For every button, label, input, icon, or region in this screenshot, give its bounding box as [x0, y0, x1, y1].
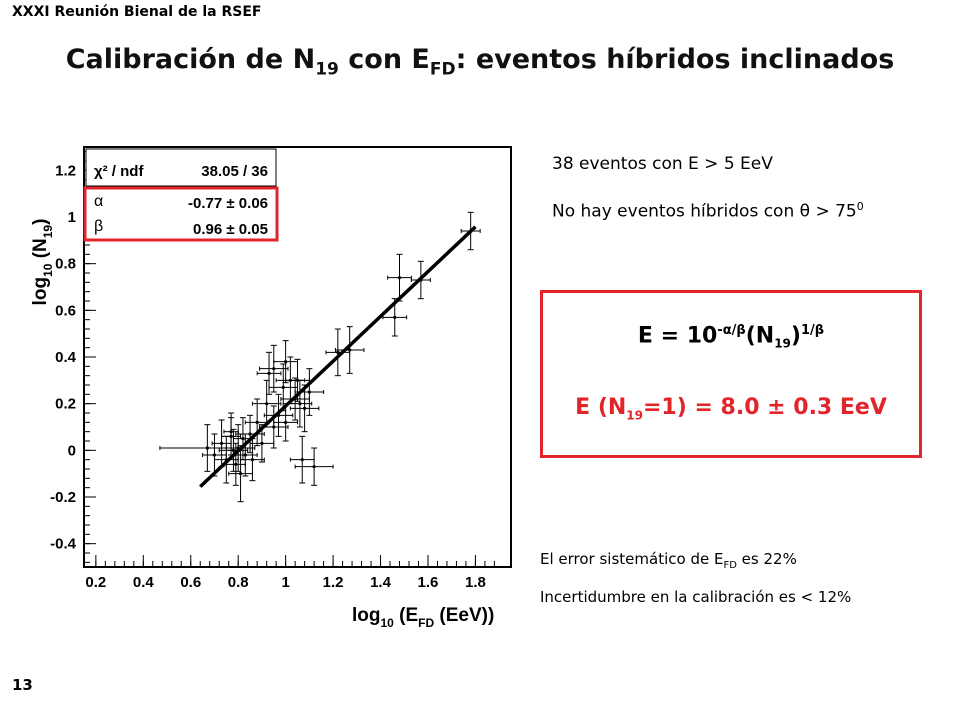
page-number: 13: [12, 676, 33, 694]
events-count-text: 38 eventos con E > 5 EeV: [552, 154, 773, 174]
data-point: [393, 316, 396, 319]
data-point: [229, 430, 232, 433]
formula-subscript: 19: [774, 336, 791, 351]
systematic-error-note: [540, 550, 797, 571]
x-tick-label: 1.8: [464, 574, 486, 591]
title-part-3: : eventos híbridos inclinados: [455, 44, 895, 75]
calib-subscript: 19: [626, 408, 643, 423]
formula-prefix: E = 10: [637, 323, 718, 349]
formula-mid: (N: [745, 323, 775, 349]
data-point: [220, 442, 223, 445]
data-point: [284, 421, 287, 424]
note1-pre: El error sistemático de E: [540, 550, 724, 568]
data-point: [272, 367, 275, 370]
data-point: [248, 432, 251, 435]
stat-value-alpha: -0.77 ± 0.06: [188, 195, 268, 212]
x-tick-label: 1.4: [370, 574, 391, 591]
y-tick-label: 0.2: [55, 395, 76, 413]
data-point: [229, 435, 232, 438]
x-tick-label: 0.6: [180, 574, 202, 591]
data-point: [267, 372, 270, 375]
formula-close: ): [790, 323, 801, 349]
calibration-uncertainty-note: Incertidumbre en la calibración es < 12%: [540, 588, 852, 606]
energy-formula: [543, 323, 919, 351]
calib-prefix: E (N: [575, 395, 627, 420]
data-point: [284, 360, 287, 363]
title-part-2: con E: [338, 44, 430, 75]
x-tick-label: 1: [281, 574, 290, 591]
data-point: [239, 472, 242, 475]
y-tick-label: 1: [67, 209, 76, 226]
x-tick-label: 0.4: [132, 574, 154, 591]
y-tick-label: -0.2: [50, 489, 76, 506]
x-tick-label: 1.2: [322, 574, 344, 591]
title-sub-2: FD: [429, 59, 456, 80]
y-tick-label: 0.4: [55, 349, 76, 366]
note1-sub: FD: [723, 560, 737, 571]
data-point: [234, 463, 237, 466]
fit-line: [200, 227, 475, 487]
error-bars: [160, 212, 480, 501]
y-axis-label: $\log_{10} (N_{19})$: [30, 218, 55, 306]
title-part-1: Calibración de N: [65, 44, 316, 75]
data-point: [256, 421, 259, 424]
stat-label-alpha: α: [94, 193, 104, 210]
data-point: [303, 407, 306, 410]
data-point: [272, 425, 275, 428]
formula-exponent-2: 1/β: [800, 323, 825, 338]
data-point: [398, 276, 401, 279]
y-tick-label: 0: [67, 442, 76, 460]
y-tick-label: -0.4: [50, 535, 76, 553]
stat-label-chi2: χ² / ndf: [94, 163, 144, 180]
data-point: [244, 453, 247, 456]
y-tick-label: 0.6: [55, 302, 76, 320]
title-sub-1: 19: [315, 59, 339, 80]
data-point: [296, 379, 299, 382]
conference-name: XXXI Reunión Bienal de la RSEF: [12, 4, 262, 20]
y-tick-label: 1.2: [55, 162, 76, 180]
x-tick-label: 1.6: [417, 574, 439, 591]
data-point: [232, 449, 235, 452]
data-point: [289, 379, 292, 382]
no-hybrid-degree: 0: [856, 200, 864, 213]
data-point: [308, 390, 311, 393]
data-point: [282, 386, 285, 389]
stat-value-beta: 0.96 ± 0.05: [193, 221, 268, 238]
data-point: [213, 453, 216, 456]
y-tick-label: 0.8: [55, 255, 76, 273]
no-hybrid-text: No hay eventos híbridos con θ > 75: [552, 201, 857, 222]
data-point: [241, 437, 244, 440]
x-tick-label: 0.8: [227, 574, 249, 591]
formula-box: [540, 290, 922, 458]
no-hybrid-events-text: [552, 200, 864, 222]
x-tick-label: 0.2: [85, 574, 107, 591]
stat-value-chi2: 38.05 / 36: [201, 163, 268, 180]
data-point: [298, 402, 301, 405]
data-point: [301, 458, 304, 461]
stat-label-beta: β: [94, 218, 104, 235]
data-point: [251, 458, 254, 461]
calib-value: =1) = 8.0 ± 0.3 EeV: [642, 395, 887, 420]
calibration-result: [543, 395, 919, 422]
data-point: [265, 402, 268, 405]
data-point: [313, 465, 316, 468]
data-point: [260, 442, 263, 445]
x-axis-label: $\log_{10} (E_{FD}$ (EeV)): [352, 605, 495, 630]
note1-post: es 22%: [736, 550, 797, 568]
formula-exponent: -α/β: [717, 323, 746, 338]
data-point: [206, 446, 209, 449]
